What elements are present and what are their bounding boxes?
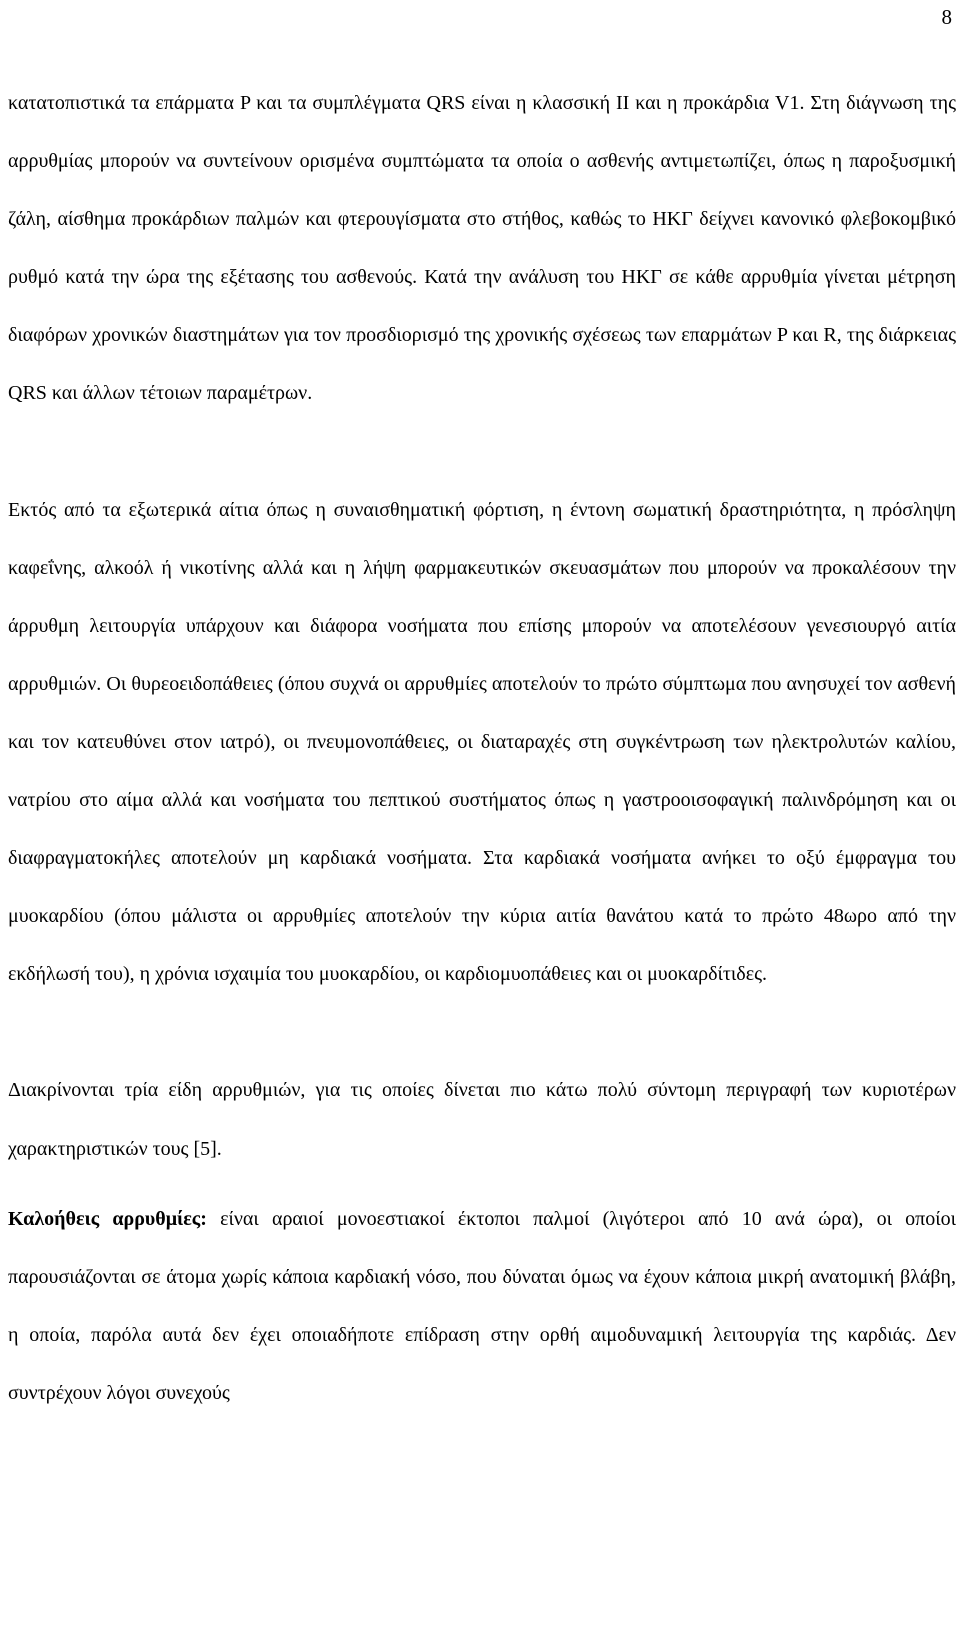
paragraph-spacer	[8, 1178, 956, 1190]
paragraph-benign-arrhythmias	[8, 1190, 956, 1422]
document-body	[8, 74, 956, 1422]
benign-arrhythmias-text: είναι αραιοί μονοεστιακοί έκτοποι παλμοί (λιγότεροι από 10 ανά ώρα), οι οποίοι παρουσιάζονται σε άτομα χωρίς κάποια καρδιακή νόσο, που δύναται όμως να έχουν κάποια μικρή ανατομική βλάβη, η οποία, παρόλα αυτά δεν έχει οποιαδήποτε επίδραση στην ορθή αιμοδυναμική λειτουργία της καρδιάς. Δεν συντρέχουν λόγοι συνεχούς	[8, 1207, 956, 1404]
paragraph-arrhythmia-types-intro: Διακρίνονται τρία είδη αρρυθμιών, για τις οποίες δίνεται πιο κάτω πολύ σύντομη περιγραφή των κυριοτέρων χαρακτηριστικών τους [5].	[8, 1079, 956, 1160]
paragraph-spacer	[8, 423, 956, 481]
page-number: 8	[941, 5, 952, 29]
paragraph-ecg-analysis: κατατοπιστικά τα επάρματα P και τα συμπλέγματα QRS είναι η κλασσική ΙΙ και η προκάρδια V1. Στη διάγνωση της αρρυθμίας μπορούν να συντείνουν ορισμένα συμπτώματα τα οποία ο ασθενής αντιμετωπίζει, όπως η παροξυσμική ζάλη, αίσθημα προκάρδιων παλμών και φτερουγίσματα στο στήθος, καθώς το ΗΚΓ δείχνει κανονικό φλεβοκομβικό ρυθμό κατά την ώρα της εξέτασης του ασθενούς. Κατά την ανάλυση του ΗΚΓ σε κάθε αρρυθμία γίνεται μέτρηση διαφόρων χρονικών διαστημάτων για τον προσδιορισμό της χρονικής σχέσεως των επαρμάτων P και R, της διάρκειας QRS και άλλων τέτοιων παραμέτρων.	[8, 92, 956, 405]
paragraph-spacer	[8, 1003, 956, 1061]
benign-arrhythmias-label: Καλοήθεις αρρυθμίες:	[8, 1207, 207, 1230]
paragraph-arrhythmia-causes: Εκτός από τα εξωτερικά αίτια όπως η συναισθηματική φόρτιση, η έντονη σωματική δραστηριότητα, η πρόσληψη καφεΐνης, αλκοόλ ή νικοτίνης αλλά και η λήψη φαρμακευτικών σκευασμάτων που μπορούν να προκαλέσουν την άρρυθμη λειτουργία υπάρχουν και διάφορα νοσήματα που επίσης μπορούν να αποτελέσουν γενεσιουργό αιτία αρρυθμιών. Οι θυρεοειδοπάθειες (όπου συχνά οι αρρυθμίες αποτελούν το πρώτο σύμπτωμα που ανησυχεί τον ασθενή και τον κατευθύνει στον ιατρό), οι πνευμονοπάθειες, οι διαταραχές στη συγκέντρωση των ηλεκτρολυτών καλίου, νατρίου στο αίμα αλλά και νοσήματα του πεπτικού συστήματος όπως η γαστροοισοφαγική παλινδρόμηση και οι διαφραγματοκήλες αποτελούν μη καρδιακά νοσήματα. Στα καρδιακά νοσήματα ανήκει το οξύ έμφραγμα του μυοκαρδίου (όπου μάλιστα οι αρρυθμίες αποτελούν την κύρια αιτία θανάτου κατά το πρώτο 48ωρο από την εκδήλωσή του), η χρόνια ισχαιμία του μυοκαρδίου, οι καρδιομυοπάθειες και οι μυοκαρδίτιδες.	[8, 498, 956, 986]
